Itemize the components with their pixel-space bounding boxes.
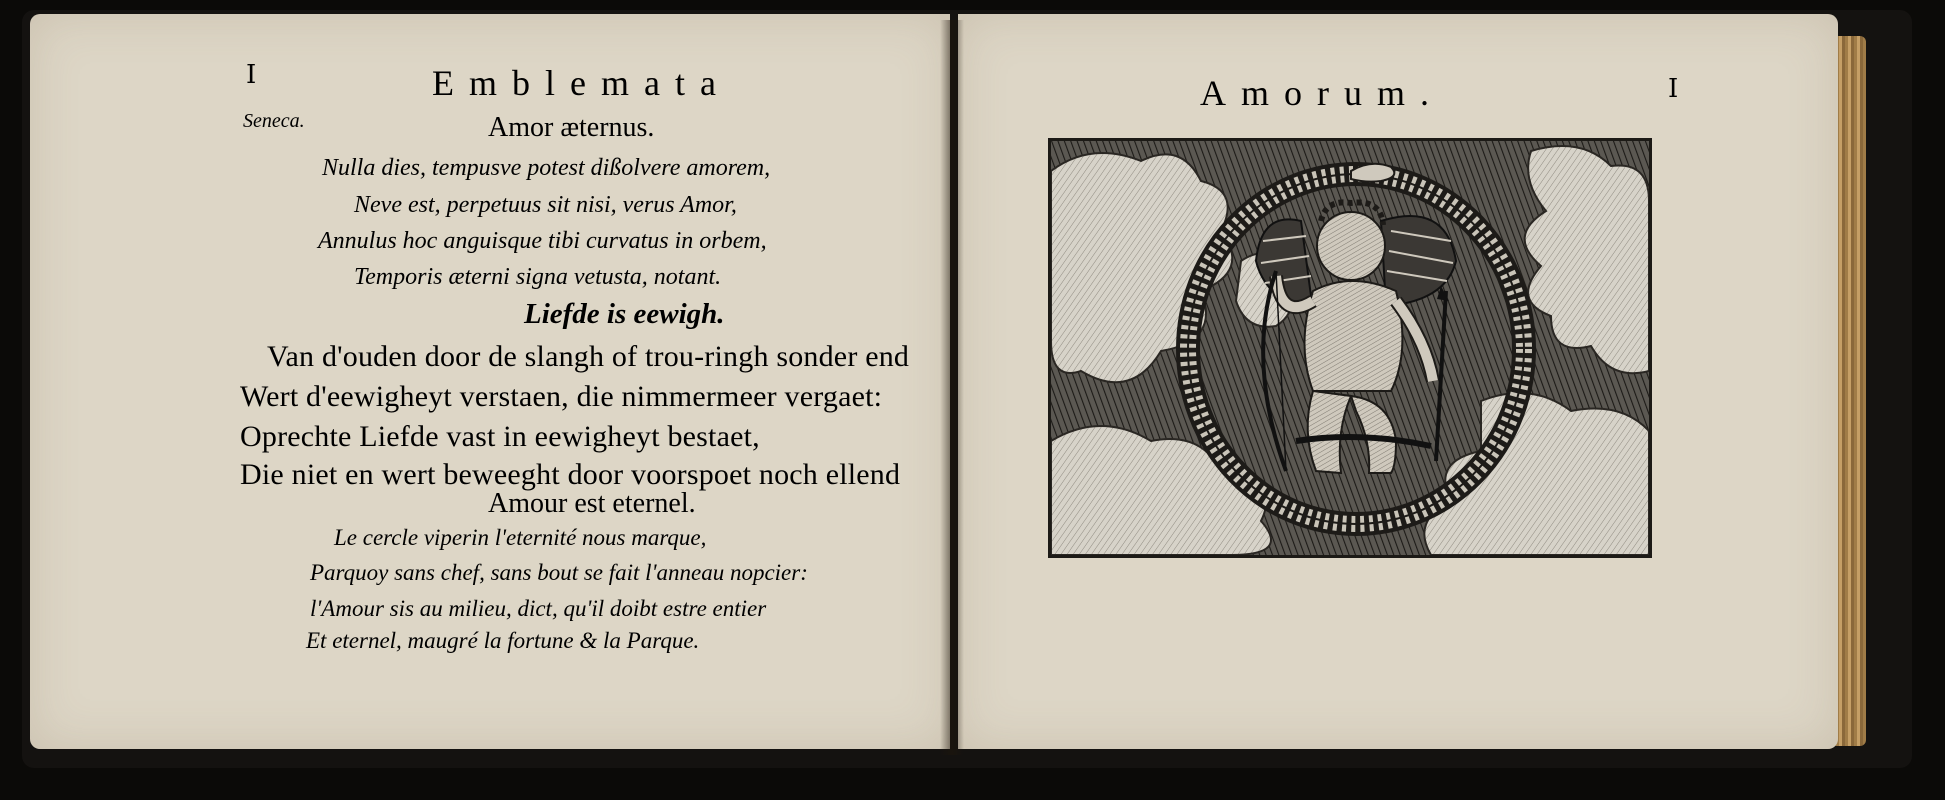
cupid-ouroboros-engraving-icon xyxy=(1048,138,1652,558)
left-running-title: Emblemata xyxy=(432,63,731,103)
french-line: Le cercle viperin l'eternité nous marque, xyxy=(334,525,707,550)
french-line: Parquoy sans chef, sans bout se fait l'anneau nopcier: xyxy=(310,560,808,585)
dutch-line: Van d'ouden door de slangh of trou-ringh sonder end xyxy=(267,340,910,373)
latin-heading: Amor æternus. xyxy=(488,112,655,143)
side-note: Seneca. xyxy=(243,110,305,132)
french-heading: Amour est eternel. xyxy=(488,488,696,519)
french-line: l'Amour sis au milieu, dict, qu'il doibt estre entier xyxy=(310,596,767,621)
book-gutter xyxy=(940,20,964,755)
latin-line: Nulla dies, tempusve potest dißolvere amorem, xyxy=(322,155,771,181)
dutch-line: Oprechte Liefde vast in eewigheyt bestaet, xyxy=(240,420,760,453)
latin-line: Annulus hoc anguisque tibi curvatus in orbem, xyxy=(318,228,767,254)
right-running-title: Amorum. xyxy=(1200,73,1444,113)
right-page-number: I xyxy=(1668,74,1679,104)
latin-line: Temporis æterni signa vetusta, notant. xyxy=(354,264,722,290)
latin-line: Neve est, perpetuus sit nisi, verus Amor, xyxy=(354,192,737,218)
left-page-number: I xyxy=(246,60,257,90)
dutch-line: Die niet en wert beweeght door voorspoet noch ellend xyxy=(240,458,901,491)
dutch-heading: Liefde is eewigh. xyxy=(524,298,725,330)
dutch-line: Wert d'eewigheyt verstaen, die nimmermeer vergaet: xyxy=(240,380,883,413)
french-line: Et eternel, maugré la fortune & la Parque. xyxy=(306,628,700,653)
